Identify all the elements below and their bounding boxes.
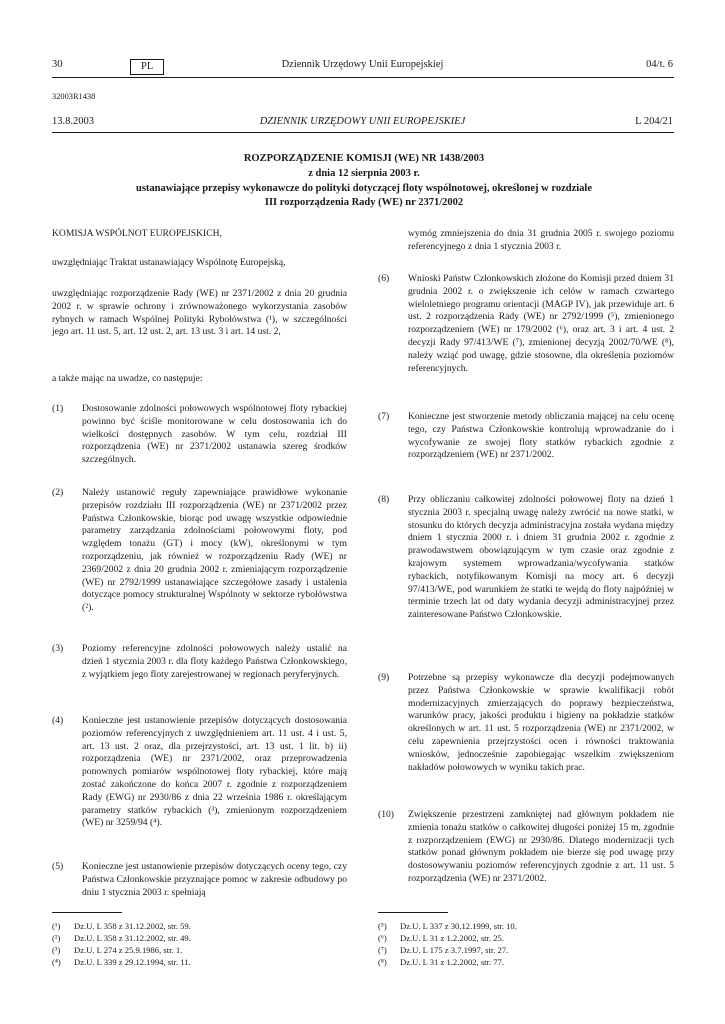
document-id: 32003R1438: [52, 92, 96, 101]
footnote-number: (⁸): [378, 957, 387, 967]
recital-number: (8): [378, 494, 390, 505]
recital-text: Wnioski Państw Członkowskich złożone do Komisji przed dniem 31 grudnia 2002 r. o zwiększenie ich celów w ramach czwartego wieloletniego programu orientacji (MAGP IV), jak przewiduje art. 6 ust. 2 rozporządzenia Rady (WE) nr 2792/1999 (⁵), zmienionego rozporządzeniem (WE) nr 179/2002 (⁶), oraz art. 3 i art. 4 ust. 2 decyzji Rady 97/413/WE (⁷), zmienionej decyzją 2002/70/WE (⁸), należy wziąć pod uwagę, gdzie stosowne, dla określenia poziomów referencyjnych.: [408, 273, 674, 374]
regulation-subject-line1: ustanawiające przepisy wykonawcze do polityki dotyczącej floty wspólnotowej, określonej w rozdziale: [135, 183, 593, 194]
header-rule: [52, 77, 674, 78]
footnote-text: Dz.U. L 31 z 1.2.2002, str. 77.: [400, 957, 504, 967]
page-number: 30: [52, 59, 63, 70]
oj-title: DZIENNIK URZĘDOWY UNII EUROPEJSKIEJ: [259, 116, 466, 127]
footnote: [52, 933, 347, 944]
footnote-text: Dz.U. L 274 z 25.9.1986, str. 1.: [74, 945, 183, 955]
recital-number: (10): [378, 809, 394, 820]
recital-text: Konieczne jest ustanowienie przepisów dotyczących oceny tego, czy Państwa Członkowskie przyznające pomoc w zakresie odbudowy po dniu 1 stycznia 2003 r. spełniają: [82, 861, 347, 898]
footnote-rule-right: [378, 912, 448, 913]
recital-text: Zwiększenie przestrzeni zamkniętej nad głównym pokładem nie zmienia tonażu statków o całkowitej długości poniżej 15 m, zgodnie z rozporządzeniem (EWG) nr 2930/86. Dlatego modernizacji tych statków ponad głównym pokładem nie bierze się pod uwagę przy dostosowywaniu poziomów referencyjnych zgodnie z art. 11 ust. 5 rozporządzenia (WE) nr 2371/2002.: [408, 809, 674, 884]
treaty-citation: uwzględniając Traktat ustanawiający Wspólnotę Europejską,: [52, 257, 286, 268]
recital-text: wymóg zmniejszenia do dnia 31 grudnia 2005 r. swojego poziomu referencyjnego z dnia 1 stycznia 2003 r.: [408, 228, 674, 252]
recital-item: [378, 411, 674, 481]
regulation-subject-line2: III rozporządzenia Rady (WE) nr 2371/2002: [264, 197, 464, 208]
recital-item: [378, 672, 674, 797]
journal-title: Dziennik Urzędowy Unii Europejskiej: [281, 59, 444, 70]
recital-number: (4): [52, 715, 64, 726]
recital-item: [52, 403, 347, 466]
footnote-number: (⁶): [378, 933, 387, 943]
recital-number: (1): [52, 403, 64, 414]
footnote-text: Dz.U. L 358 z 31.12.2002, str. 59.: [74, 921, 191, 931]
footnote-number: (⁴): [52, 957, 61, 967]
recital-item: [378, 494, 674, 654]
footnote-number: (¹): [52, 921, 61, 931]
recital-item: [52, 861, 347, 901]
recital-item: [378, 273, 674, 388]
recital-text: Należy ustanowić reguły zapewniające prawidłowe wykonanie przepisów rozdziału III rozporządzenia (WE) nr 2371/2002 przez Państwa Członkowskie, biorąc pod uwagę wszystkie odpowiednie parametry zarządzania zdolnościami połowowymi floty, pod względem tonażu (GT) i mocy (kW), określonymi w tym rozporządzeniu, jak również w rozporządzeniu Rady (WE) nr 2369/2002 z dnia 20 grudnia 2002 r. zmieniającym rozporządzenie (WE) nr 2792/1999 ustanawiające szczegółowe zasady i ustalenia dotyczące pomocy strukturalnej Wspólnoty w sektorze rybołówstwa (²).: [82, 487, 347, 614]
language-badge: PL: [130, 59, 164, 75]
recital-item: [52, 487, 347, 627]
recital-number: (9): [378, 672, 390, 683]
recital-text: Dostosowanie zdolności połowowych wspólnotowej floty rybackiej powinno być ściśle monitorowane w celu dostosowania ich do wielkości dostępnych zasobów. W tym celu, rozdział III rozporządzenia (WE) nr 2371/2002 ustanawia szereg środków szczególnych.: [82, 403, 347, 466]
footnote-number: (³): [52, 945, 61, 955]
recital-number: (7): [378, 411, 390, 422]
regulation-title: ROZPORZĄDZENIE KOMISJI (WE) NR 1438/2003: [243, 153, 485, 164]
footnote-number: (⁷): [378, 945, 387, 955]
oj-rule: [52, 132, 674, 133]
chapter-ref: 04/t. 6: [646, 59, 673, 70]
recital-number: (5): [52, 861, 64, 872]
footnote: [378, 921, 674, 932]
footnote: [52, 957, 347, 968]
recital-text: Konieczne jest ustanowienie przepisów dotyczących dostosowania poziomów referencyjnych z uwzględnieniem art. 11 ust. 4 i ust. 5, art. 13 ust. 2 oraz, dla przejrzystości, art. 13 ust. 1 lit. b) ii) rozporządzenia (WE) nr 2371/2002, oraz przeprowadzenia ponownych pomiarów wspólnotowej floty rybackiej, które mają zostać zakończone do końca 2007 r. zgodnie z rozporządzeniem Rady (EWG) nr 2930/86 z dnia 22 września 1986 r. określającym parametry statków rybackich (³), zmienionym rozporządzeniem (WE) nr 3259/94 (⁴).: [82, 715, 347, 829]
oj-date: 13.8.2003: [52, 116, 94, 127]
footnote-text: Dz.U. L 337 z 30.12.1999, str. 10.: [400, 921, 517, 931]
footnote-text: Dz.U. L 339 z 29.12.1994, str. 11.: [74, 957, 191, 967]
recital-text: Przy obliczaniu całkowitej zdolności połowowej floty na dzień 1 stycznia 2003 r. specjalną uwagę należy zwrócić na nowe statki, w stosunku do których decyzja administracyjna została wydana między dniem 1 stycznia 2000 r. i dniem 31 grudnia 2002 r. zgodnie z prawodawstwem obowiązującym w tym czasie oraz zgodnie z krajowym systemem wprowadzania/wycofywania statków rybackich, notyfikowanym Komisji na mocy art. 6 decyzji 97/413/WE, pod warunkiem że statki te wejdą do floty najpóźniej w terminie trzech lat od daty wydania decyzji administracyjnej przez zainteresowane Państwo Członkowskie.: [408, 494, 674, 621]
recital-item: [378, 809, 674, 899]
commission-label: KOMISJA WSPÓLNOT EUROPEJSKICH,: [52, 228, 222, 239]
footnote-number: (²): [52, 933, 61, 943]
footnote-text: Dz.U. L 175 z 3.7.1997, str. 27.: [400, 945, 509, 955]
footnote: [52, 921, 347, 932]
regulation-citation: uwzględniając rozporządzenie Rady (WE) nr 2371/2002 z dnia 20 grudnia 2002 r. w sprawie ochrony i zrównoważonego wykorzystania zasobów rybnych w ramach Wspólnej Polityki Rybołówstwa (¹), w szczególności jego art. 11 ust. 5, art. 12 ust. 2, art. 13 ust. 3 i art. 14 ust. 2,: [52, 288, 347, 338]
recital-item: [52, 715, 347, 845]
footnote-number: (⁵): [378, 921, 387, 931]
footnote: [378, 945, 674, 956]
recital-number: (3): [52, 643, 64, 654]
footnote: [378, 933, 674, 944]
footnote: [378, 957, 674, 968]
recital-text: Konieczne jest stworzenie metody obliczania mającej na celu ocenę tego, czy Państwa Członkowskie kontrolują wprowadzanie do i wycofywanie ze swojej floty statków rybackich zgodnie z rozporządzeniem (WE) nr 2371/2002.: [408, 411, 674, 461]
recital-text: Poziomy referencyjne zdolności połowowych należy ustalić na dzień 1 stycznia 2003 r. dla floty każdego Państwa Członkowskiego, z wyjątkiem jego floty zarejestrowanej w regionach peryferyjnych.: [82, 643, 347, 680]
whereas-label: a także mając na uwadze, co następuje:: [52, 373, 203, 384]
recital-item: [52, 643, 347, 698]
footnote-rule-left: [52, 912, 122, 913]
oj-ref: L 204/21: [635, 116, 673, 127]
recital-number: (6): [378, 273, 390, 284]
footnote: [52, 945, 347, 956]
regulation-date: z dnia 12 sierpnia 2003 r.: [308, 168, 420, 179]
footnote-text: Dz.U. L 358 z 31.12.2002, str. 49.: [74, 933, 191, 943]
recital-text: Potrzebne są przepisy wykonawcze dla decyzji podejmowanych przez Państwa Członkowskie w sprawie kwalifikacji robót modernizacyjnych zmierzających do poprawy bezpieczeństwa, warunków pracy, jakości produktu i higieny na pokładzie statków określonych w art. 11 ust. 5 rozporządzenia (WE) nr 2371/2002, w celu zapewnienia przejrzystości ocen i równości traktowania wniosków, jednocześnie zapobiegając wszelkim zwiększeniom nakładów połowowych w wyniku takich prac.: [408, 672, 674, 773]
recital-continuation: [378, 228, 674, 258]
recital-number: (2): [52, 487, 64, 498]
footnote-text: Dz.U. L 31 z 1.2.2002, str. 25.: [400, 933, 504, 943]
